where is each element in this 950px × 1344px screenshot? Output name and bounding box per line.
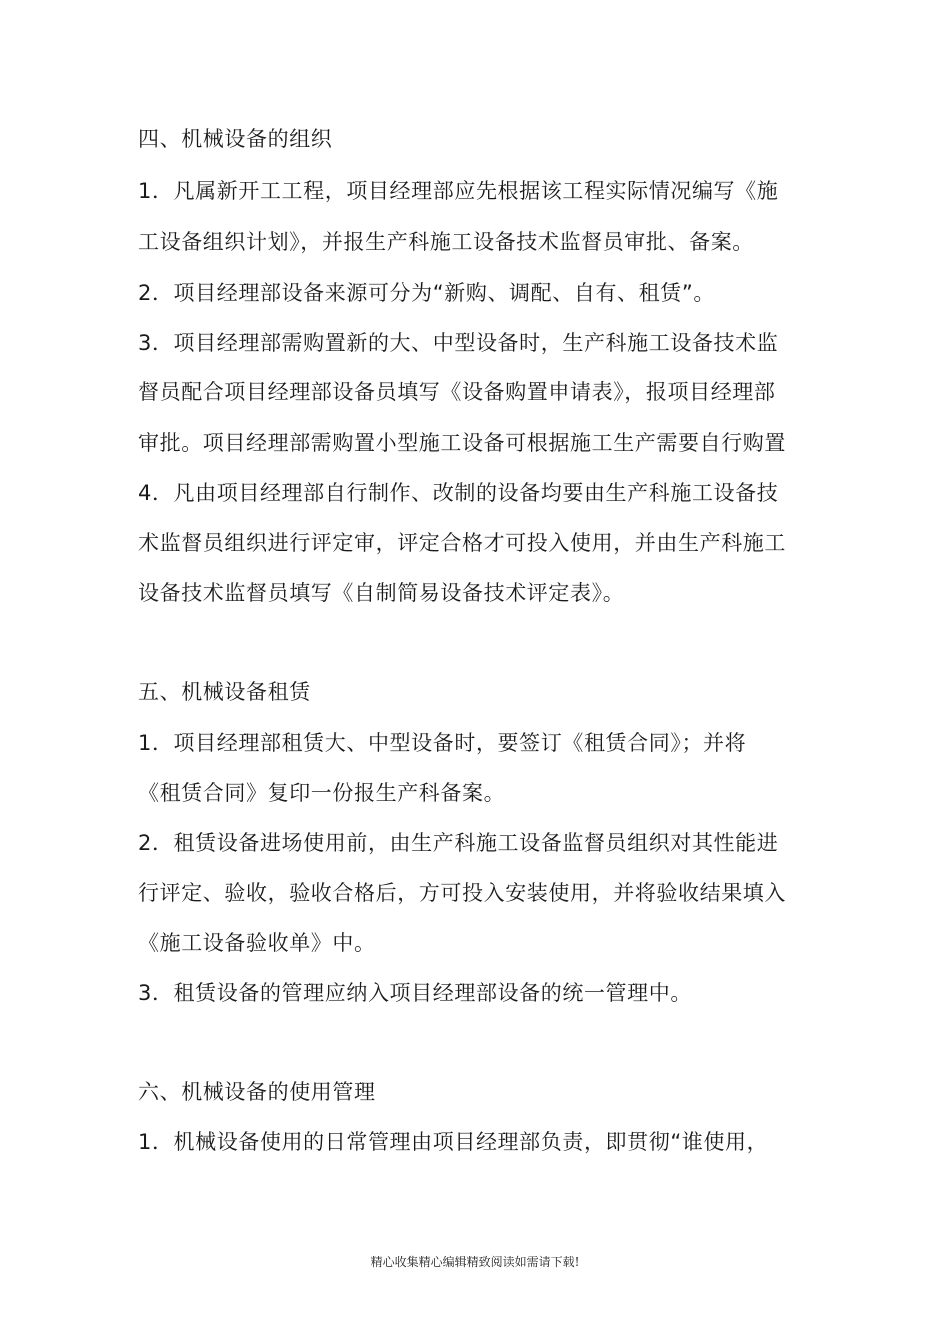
paragraph-line: 3．租赁设备的管理应纳入项目经理部设备的统一管理中。 — [138, 981, 692, 1005]
section-heading: 四、机械设备的组织 — [138, 127, 333, 151]
paragraph-line: 1．凡属新开工工程，项目经理部应先根据该工程实际情况编写《施 — [138, 179, 779, 203]
paragraph-line: 督员配合项目经理部设备员填写《设备购置申请表》，报项目经理部 — [138, 380, 776, 404]
paragraph-line: 工设备组织计划》，并报生产科施工设备技术监督员审批、备案。 — [138, 230, 754, 254]
paragraph-line: 2．项目经理部设备来源可分为“新购、调配、自有、租赁”。 — [138, 281, 715, 305]
paragraph-line: 术监督员组织进行评定审，评定合格才可投入使用，并由生产科施工 — [138, 531, 786, 555]
section-heading: 六、机械设备的使用管理 — [138, 1080, 376, 1104]
paragraph-line: 1．项目经理部租赁大、中型设备时，要签订《租赁合同》；并将 — [138, 731, 747, 755]
section-heading: 五、机械设备租赁 — [138, 680, 311, 704]
paragraph-line: 3．项目经理部需购置新的大、中型设备时，生产科施工设备技术监 — [138, 331, 779, 355]
paragraph-line: 《租赁合同》复印一份报生产科备案。 — [138, 781, 506, 805]
page-footer: 精心收集精心编辑精致阅读如需请下载! — [370, 1255, 580, 1269]
paragraph-line: 审批。项目经理部需购置小型施工设备可根据施工生产需要自行购置 — [138, 431, 786, 455]
paragraph-line: 1．机械设备使用的日常管理由项目经理部负责，即贯彻“谁使用， — [138, 1130, 769, 1154]
paragraph-line: 2．租赁设备进场使用前，由生产科施工设备监督员组织对其性能进 — [138, 831, 779, 855]
paragraph-line: 行评定、验收，验收合格后，方可投入安装使用，并将验收结果填入 — [138, 881, 786, 905]
paragraph-line: 《施工设备验收单》中。 — [138, 931, 376, 955]
paragraph-line: 4．凡由项目经理部自行制作、改制的设备均要由生产科施工设备技 — [138, 481, 779, 505]
paragraph-line: 设备技术监督员填写《自制简易设备技术评定表》。 — [138, 581, 625, 605]
